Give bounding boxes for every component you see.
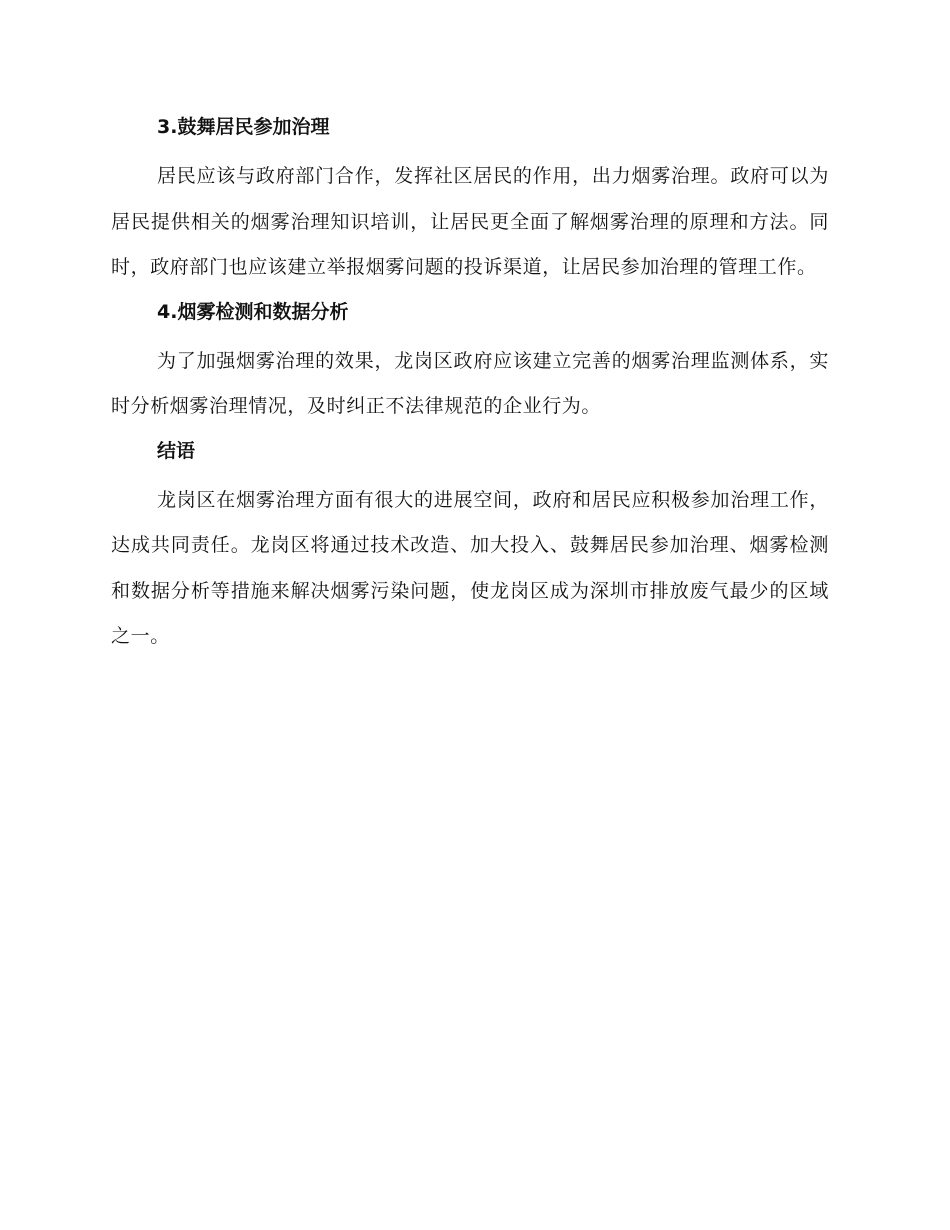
- conclusion-paragraph: 龙岗区在烟雾治理方面有很大的进展空间，政府和居民应积极参加治理工作，达成共同责任。龙岗区将通过技术改造、加大投入、鼓舞居民参加治理、烟雾检测和数据分析等措施来解决烟雾污染问题，使龙岗区成为深圳市排放废气最少的区域之一。: [111, 488, 829, 647]
- section-paragraph: 为了加强烟雾治理的效果，龙岗区政府应该建立完善的烟雾治理监测体系，实时分析烟雾治理情况，及时纠正不法律规范的企业行为。: [111, 349, 829, 417]
- section-paragraph: 居民应该与政府部门合作，发挥社区居民的作用，出力烟雾治理。政府可以为居民提供相关的烟雾治理知识培训，让居民更全面了解烟雾治理的原理和方法。同时，政府部门也应该建立举报烟雾问题的投诉渠道，让居民参加治理的管理工作。: [111, 165, 829, 278]
- document-body: [111, 112, 829, 660]
- conclusion-heading: 结语: [157, 439, 196, 462]
- section-heading: 4.烟雾检测和数据分析: [157, 300, 349, 323]
- section-heading: 3.鼓舞居民参加治理: [157, 116, 330, 138]
